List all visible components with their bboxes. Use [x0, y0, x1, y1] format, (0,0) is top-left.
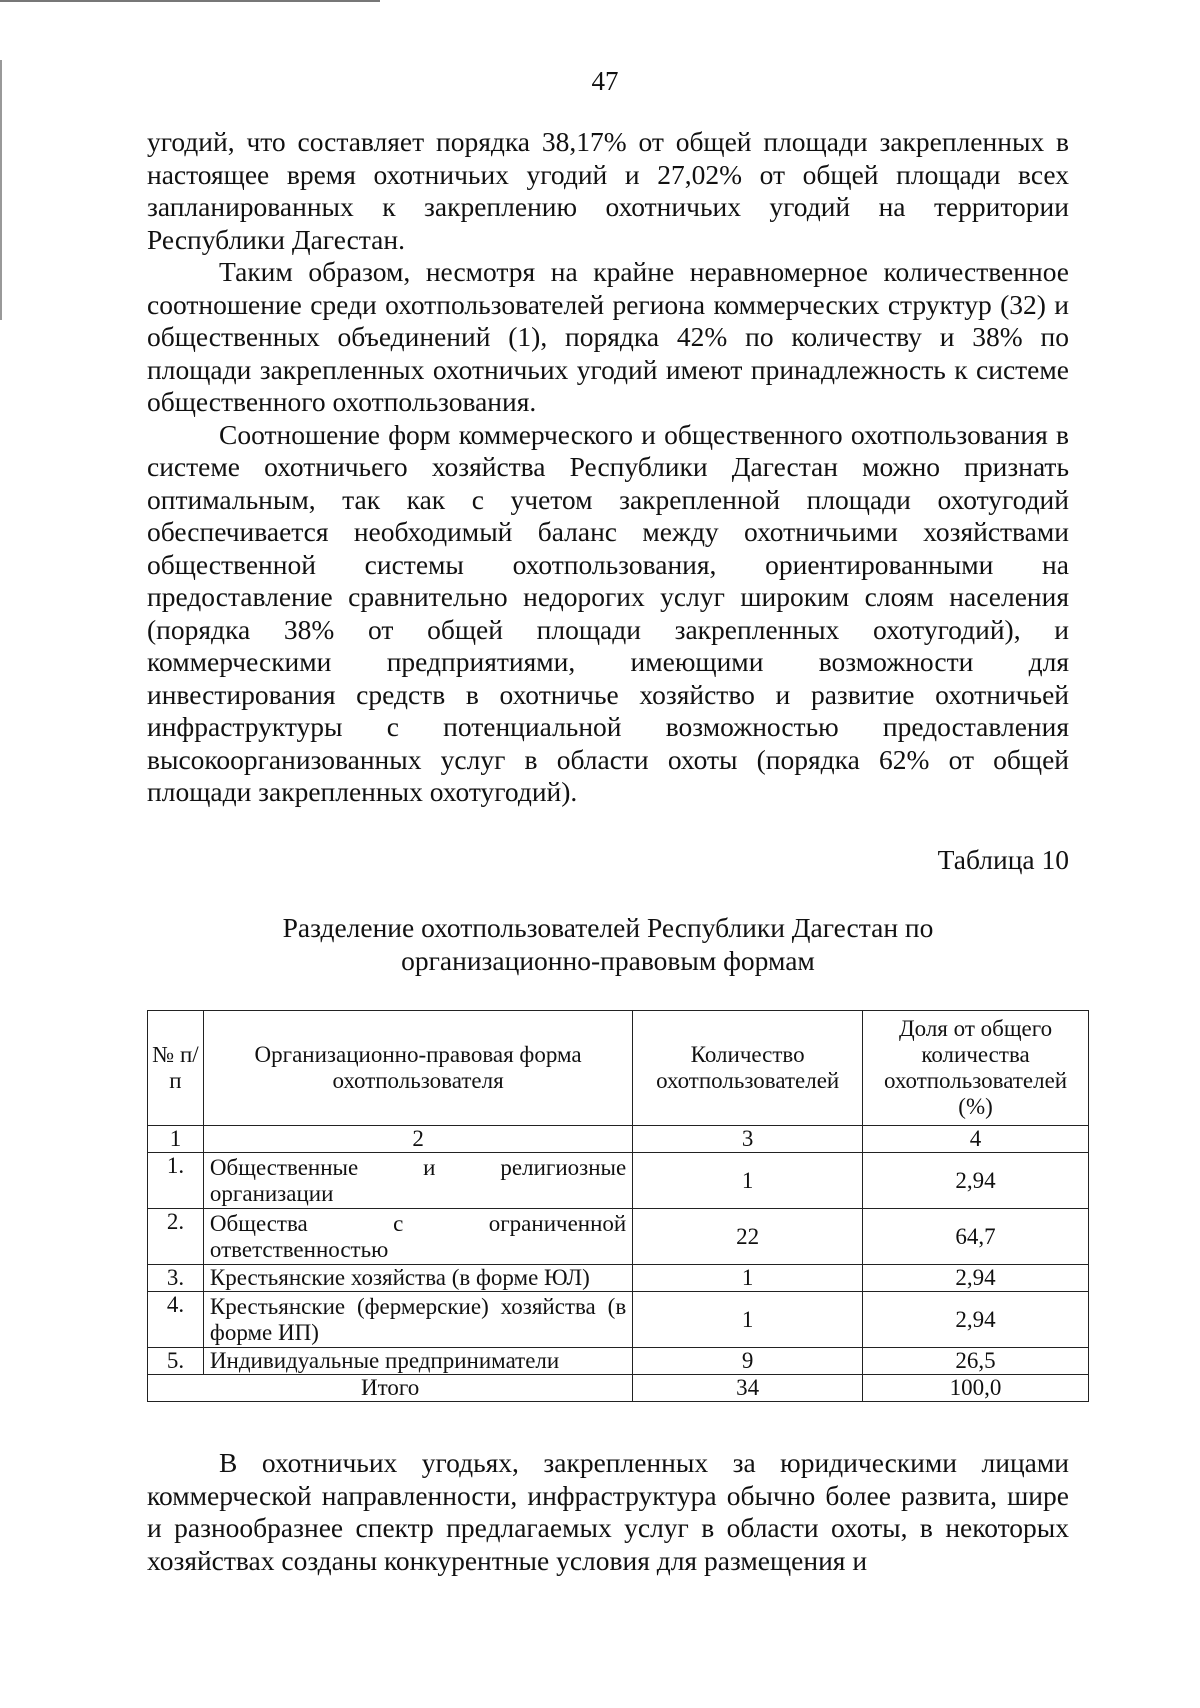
table-row: [148, 1153, 1089, 1209]
table-index-row: [148, 1126, 1089, 1153]
row-count: 22: [633, 1209, 863, 1265]
table-row: [148, 1209, 1089, 1265]
index-cell: 4: [863, 1126, 1089, 1153]
table-caption-line: организационно-правовым формам: [401, 945, 815, 976]
paragraph-ratio: Соотношение форм коммерческого и общественного охотпользования в системе охотничьего хозяйства Республики Дагестан можно признать оптимальным, так как с учетом закрепленной площади охотугодий обеспечивается необходимый баланс между охотничьими хозяйствами общественной системы охотпользования, ориентированными на предоставление сравнительно недорогих услуг широким слоям населения (порядка 38% от общей площади закрепленных охотугодий), и коммерческими предприятиями, имеющими возможности для инвестирования средств в охотничье хозяйство и развитие охотничьей инфраструктуры с потенциальной возможностью предоставления высокоорганизованных услуг в области охоты (порядка 62% от общей площади закрепленных охотугодий).: [147, 418, 1069, 807]
row-count: 1: [633, 1292, 863, 1348]
body-text-bottom: [147, 1447, 1069, 1577]
page-number: 47: [591, 66, 619, 96]
header-number: № п/п: [148, 1011, 204, 1126]
header-count: Количество охотпользователей: [633, 1011, 863, 1126]
hunting-users-table: [147, 1010, 1089, 1402]
table-header-row: [148, 1011, 1089, 1126]
body-text-top: [147, 126, 1069, 809]
scan-artifact-top: [0, 0, 380, 2]
table-total-row: [148, 1375, 1089, 1402]
index-cell: 2: [203, 1126, 632, 1153]
row-form: Крестьянские хозяйства (в форме ЮЛ): [203, 1265, 632, 1292]
index-cell: 3: [633, 1126, 863, 1153]
row-share: 2,94: [863, 1153, 1089, 1209]
paragraph-continuation: угодий, что составляет порядка 38,17% от общей площади закрепленных в настоящее время охотничьих угодий и 27,02% от общей площади всех запланированных к закреплению охотничьих угодий на территории Республики Дагестан.: [147, 126, 1069, 255]
row-number: 1.: [148, 1153, 204, 1209]
row-count: 9: [633, 1348, 863, 1375]
table-row: [148, 1265, 1089, 1292]
table-row: [148, 1348, 1089, 1375]
row-number: 2.: [148, 1209, 204, 1265]
scan-artifact-left: [0, 60, 2, 320]
table-label: Таблица 10: [937, 844, 1069, 875]
row-count: 1: [633, 1265, 863, 1292]
row-share: 26,5: [863, 1348, 1089, 1375]
row-form: Общества с ограниченной ответственностью: [203, 1209, 632, 1265]
total-label: Итого: [148, 1375, 633, 1402]
row-number: 4.: [148, 1292, 204, 1348]
table-caption: [147, 911, 1069, 977]
total-share: 100,0: [863, 1375, 1089, 1402]
row-count: 1: [633, 1153, 863, 1209]
header-form: Организационно-правовая форма охотпользователя: [203, 1011, 632, 1126]
paragraph-conclusion: Таким образом, несмотря на крайне неравномерное количественное соотношение среди охотпользователей региона коммерческих структур (32) и общественных объединений (1), порядка 42% по количеству и 38% по площади закрепленных охотничьих угодий имеют принадлежность к системе общественного охотпользования.: [147, 256, 1069, 417]
header-share: Доля от общего количества охотпользователей (%): [863, 1011, 1089, 1126]
row-number: 5.: [148, 1348, 204, 1375]
table-caption-line: Разделение охотпользователей Республики Дагестан по: [282, 912, 934, 943]
row-share: 2,94: [863, 1265, 1089, 1292]
row-share: 64,7: [863, 1209, 1089, 1265]
row-number: 3.: [148, 1265, 204, 1292]
row-form: Крестьянские (фермерские) хозяйства (в форме ИП): [203, 1292, 632, 1348]
row-share: 2,94: [863, 1292, 1089, 1348]
row-form: Индивидуальные предприниматели: [203, 1348, 632, 1375]
index-cell: 1: [148, 1126, 204, 1153]
total-count: 34: [633, 1375, 863, 1402]
row-form: Общественные и религиозные организации: [203, 1153, 632, 1209]
table-row: [148, 1292, 1089, 1348]
paragraph-infrastructure: В охотничьих угодьях, закрепленных за юридическими лицами коммерческой направленности, инфраструктура обычно более развита, шире и разнообразнее спектр предлагаемых услуг в области охоты, в некоторых хозяйствах созданы конкурентные условия для размещения и: [147, 1447, 1069, 1576]
